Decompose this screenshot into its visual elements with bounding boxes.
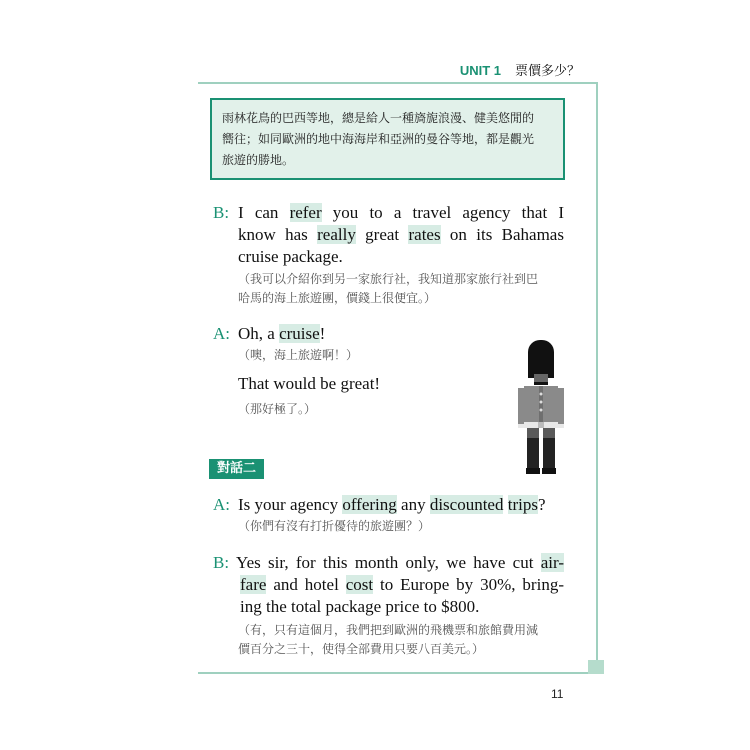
dialogue-line	[240, 574, 564, 596]
frame-top-line	[198, 82, 598, 84]
text-run: you to a travel agency that I	[321, 203, 564, 222]
translation-line: （有，只有這個月，我們把到歐洲的飛機票和旅館費用減	[238, 623, 539, 637]
page-header	[460, 60, 580, 79]
text-run: to Europe by 30%, bring-	[373, 575, 564, 594]
translation-line: 哈馬的海上旅遊團，價錢上很便宜。）	[238, 291, 437, 305]
section-label: 對話二	[209, 459, 264, 479]
dialogue-line	[238, 224, 564, 246]
note-line: 雨林花鳥的巴西等地，總是給人一種旖旎浪漫、健美悠閒的	[222, 111, 535, 125]
vocab-highlight: offering	[342, 495, 397, 514]
vocab-highlight: really	[317, 225, 356, 244]
vocab-highlight: rates	[408, 225, 441, 244]
dialogue-line	[238, 202, 564, 224]
text-run: know has	[238, 225, 318, 244]
unit-title: 票價多少？	[514, 64, 580, 79]
translation-line: （我可以介紹你到另一家旅行社，我知道那家旅行社到巴	[238, 272, 539, 286]
vocab-highlight: trips	[507, 495, 538, 514]
translation-line: （你們有沒有打折優待的旅遊團？）	[238, 519, 431, 533]
vocab-highlight: air-	[540, 553, 564, 572]
translation-line: 價百分之三十，使得全部費用只要八百美元。）	[238, 642, 485, 656]
frame-right-line	[596, 82, 598, 662]
text-run: any	[396, 495, 430, 514]
dialogue-text-line	[240, 574, 564, 596]
unit-label: UNIT 1	[459, 63, 501, 78]
speaker-label: A:	[213, 495, 230, 514]
translation-line: （那好極了。）	[238, 402, 317, 416]
speaker-label: A:	[213, 324, 230, 343]
text-run: I can	[238, 203, 290, 222]
page-number: 11	[551, 687, 564, 701]
vocab-highlight: fare	[240, 575, 267, 594]
text-run: Yes sir, for this month only, we have cut	[236, 553, 541, 572]
dialogue-text-line	[238, 323, 325, 345]
culture-note-box	[210, 98, 565, 180]
text-run: Oh, a	[238, 324, 280, 343]
vocab-highlight: cost	[345, 575, 374, 594]
dialogue-text-line: ing the total package price to $800.	[240, 597, 480, 616]
speaker-label: B:	[213, 203, 230, 222]
vocab-highlight: discounted	[429, 495, 504, 514]
note-line: 嚮往；如同歐洲的地中海海岸和亞洲的曼谷等地，都是觀光	[222, 132, 535, 146]
corner-tab	[588, 660, 604, 674]
vocab-highlight: refer	[289, 203, 322, 222]
dialogue-text-line: That would be great!	[238, 374, 381, 393]
dialogue-text-line: cruise package.	[238, 247, 343, 266]
text-run: and hotel	[266, 575, 346, 594]
royal-guard-icon	[512, 338, 572, 476]
frame-bottom-line	[198, 672, 604, 674]
note-line: 旅遊的勝地。	[222, 153, 295, 167]
dialogue-text-line	[236, 552, 564, 574]
text-run: great	[355, 225, 409, 244]
dialogue-text-line	[238, 202, 564, 224]
dialogue-line	[236, 552, 564, 574]
text-run: !	[319, 324, 326, 343]
dialogue-text-line	[238, 494, 546, 516]
speaker-label: B:	[213, 553, 230, 572]
text-run: ?	[537, 495, 546, 514]
translation-line: （噢，海上旅遊啊！）	[238, 348, 359, 362]
dialogue-text-line	[238, 224, 564, 246]
vocab-highlight: cruise	[279, 324, 320, 343]
text-run: Is your agency	[238, 495, 343, 514]
text-run: on its Bahamas	[440, 225, 564, 244]
